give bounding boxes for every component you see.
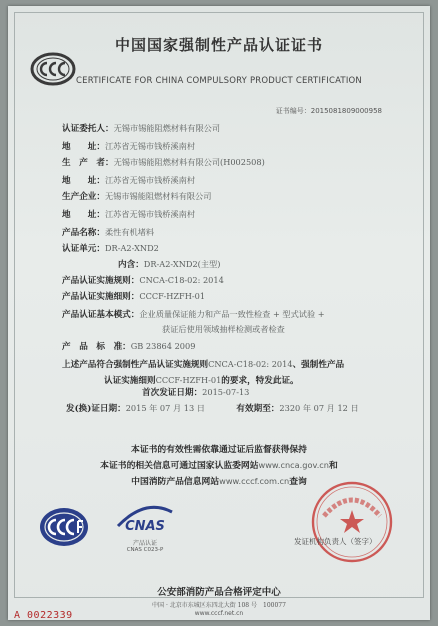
title-en: CERTIFICATE FOR CHINA COMPULSORY PRODUCT CERTIFICATION [76,76,362,86]
certificate-sheet [8,6,430,620]
issue-date: 2015 年 07 月 13 日 [125,403,205,413]
field-row [62,274,224,286]
valid-date: 2320 年 07 月 12 日 [279,403,359,413]
note-2-tail: 和 [329,461,338,471]
field-row [62,190,211,202]
field-value: 江苏省无锡市钱桥溪南村 [104,175,196,185]
field-value: 无锡市锡能阻燃材料有限公司 [113,123,221,133]
field-row [118,258,220,270]
cnca-link[interactable]: www.cnca.gov.cn [258,460,329,470]
field-row [62,174,195,186]
issuer-name: 公安部消防产品合格评定中心 [157,587,281,598]
cccf-link[interactable]: www.cccf.com.cn [219,476,290,486]
statement-2-rule: CCCF-HZFH-01 [155,375,222,385]
serial-number: A 0022339 [14,610,73,621]
field-row [162,324,285,335]
title-cn: 中国国家强制性产品认证证书 [114,36,323,54]
field-value: GB 23864 2009 [130,341,196,351]
issuer-address: 中国 · 北京市东城区东四北大街 108 号 100077 [152,602,286,609]
field-row [62,340,195,352]
field-value: DR-A2-XND2(主型) [143,259,221,269]
cnas-text: CNAS [125,519,165,534]
cert-no-label: 证书编号： [275,107,311,115]
first-issue-label: 首次发证日期： [142,388,203,398]
field-row [62,290,205,302]
field-label: 产品认证实施细则： [62,292,140,302]
cert-no-value: 2015081809000958 [310,107,382,115]
field-label: 生产企业： [62,192,105,202]
field-value: 无锡市锡能阻燃材料有限公司 [104,191,212,201]
field-label: 生 产 者： [62,158,114,168]
field-label: 产品认证基本模式： [62,310,140,320]
first-issue-row [142,386,249,398]
statement-1-rule: CNCA-C18-02: 2014 [208,359,293,369]
cnas-mark [112,502,178,558]
field-value: CCCF-HZFH-01 [139,291,206,301]
statement-line-2 [104,374,438,386]
statement-2-tail: 的要求，特发此证。 [221,376,299,386]
field-label: 产品名称： [62,228,105,238]
field-row [62,242,159,254]
field-label: 地 址： [62,142,105,152]
statement-line-1 [62,358,402,370]
signature-label: 发证机构负责人（签字） [294,537,377,546]
statement-2: 认证实施细则 [104,376,156,386]
field-value: CNCA-C18-02: 2014 [139,275,224,285]
statement-1-tail: 、强制性产品 [292,360,345,370]
issue-row [66,402,359,414]
note-2 [8,458,430,471]
valid-label: 有效期至： [236,404,280,414]
issue-label: 发(换)证日期： [66,404,126,414]
field-label: 地 址： [62,176,105,186]
note-2-head: 本证书的相关信息可通过国家认监委网站 [100,461,259,471]
field-row [62,226,154,238]
field-row [62,208,195,220]
official-seal-icon [310,480,394,564]
field-label: 地 址： [62,210,105,220]
field-row [62,140,195,152]
field-value: 柔性有机堵料 [104,227,155,237]
certificate-number [276,106,382,116]
field-value: 获证后使用领域抽样检测或者检查 [162,324,285,334]
note-3-head: 中国消防产品信息网站 [131,477,220,487]
field-value: DR-A2-XND2 [104,243,159,253]
note-3-tail: 查询 [289,477,307,487]
field-row [62,156,265,168]
field-label: 认证委托人： [62,124,114,134]
field-value: 无锡市锡能阻燃材料有限公司(H002508) [113,157,265,167]
field-row [62,122,220,134]
field-value: 江苏省无锡市钱桥溪南村 [104,209,196,219]
issuer-website[interactable]: www.cccf.net.cn [194,610,244,617]
field-label: 认证单元： [62,244,105,254]
note-1: 本证书的有效性需依靠通过证后监督获得保持 [131,445,307,455]
cnas-code: CNAS C023-P [126,547,164,553]
field-label: 产 品 标 准： [62,342,131,352]
field-label: 产品认证实施规则： [62,276,140,286]
cccf-logo-icon [38,506,90,548]
field-row [62,308,325,320]
field-value: 江苏省无锡市钱桥溪南村 [104,141,196,151]
cnas-logo-icon [112,502,178,534]
cnas-sub: 产品认证 [132,540,157,547]
first-issue-date: 2015-07-13 [202,387,250,397]
statement-1: 上述产品符合强制性产品认证实施规则 [62,360,209,370]
field-label: 内含： [118,260,144,270]
field-value: 企业质量保证能力和产品一致性检查 + 型式试验 + [139,309,325,319]
